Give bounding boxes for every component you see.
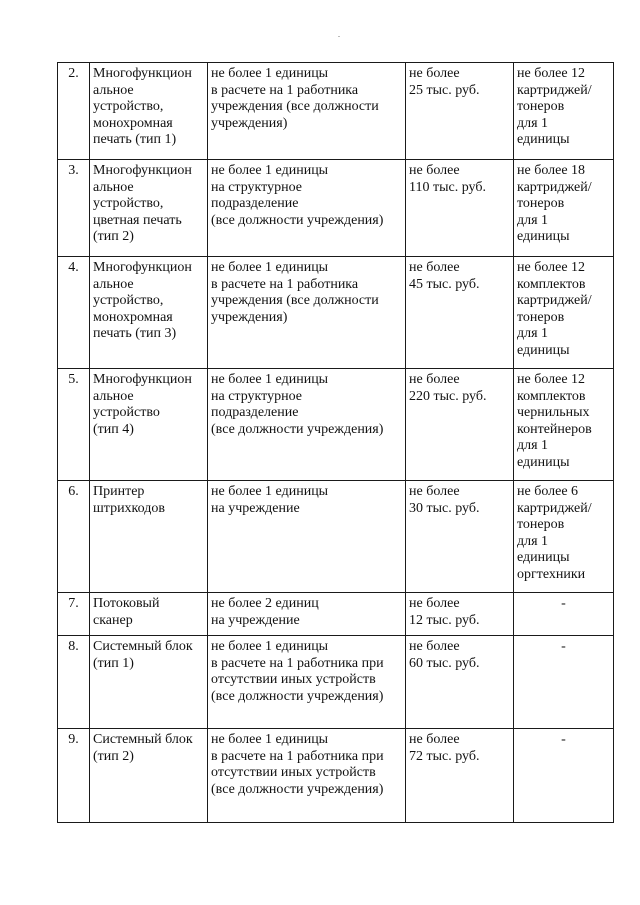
row-number: 2.	[58, 63, 90, 160]
table-row	[58, 481, 614, 593]
quantity-norm: не более 1 единицы в расчете на 1 работника при отсутствии иных устройств (все должности учреждения)	[208, 729, 406, 823]
price-limit: не более 45 тыс. руб.	[406, 257, 514, 369]
row-number: 5.	[58, 369, 90, 481]
equipment-name: Принтер штрихкодов	[90, 481, 208, 593]
consumables-norm: -	[514, 636, 614, 729]
table-row	[58, 593, 614, 636]
row-number: 6.	[58, 481, 90, 593]
consumables-norm: -	[514, 729, 614, 823]
quantity-norm: не более 2 единиц на учреждение	[208, 593, 406, 636]
price-limit: не более 110 тыс. руб.	[406, 160, 514, 257]
quantity-norm: не более 1 единицы в расчете на 1 работника при отсутствии иных устройств (все должности учреждения)	[208, 636, 406, 729]
table-row	[58, 160, 614, 257]
quantity-norm: не более 1 единицы на структурное подразделение (все должности учреждения)	[208, 160, 406, 257]
price-limit: не более 72 тыс. руб.	[406, 729, 514, 823]
equipment-name: Многофункцион альное устройство (тип 4)	[90, 369, 208, 481]
consumables-norm: -	[514, 593, 614, 636]
consumables-norm: не более 12 картриджей/ тонеров для 1 единицы	[514, 63, 614, 160]
equipment-name: Многофункцион альное устройство, монохромная печать (тип 3)	[90, 257, 208, 369]
row-number: 9.	[58, 729, 90, 823]
quantity-norm: не более 1 единицы в расчете на 1 работника учреждения (все должности учреждения)	[208, 257, 406, 369]
row-number: 7.	[58, 593, 90, 636]
equipment-name: Системный блок (тип 2)	[90, 729, 208, 823]
consumables-norm: не более 18 картриджей/ тонеров для 1 единицы	[514, 160, 614, 257]
row-number: 4.	[58, 257, 90, 369]
table-row	[58, 63, 614, 160]
price-limit: не более 12 тыс. руб.	[406, 593, 514, 636]
quantity-norm: не более 1 единицы на структурное подразделение (все должности учреждения)	[208, 369, 406, 481]
equipment-name: Многофункцион альное устройство, цветная печать (тип 2)	[90, 160, 208, 257]
quantity-norm: не более 1 единицы на учреждение	[208, 481, 406, 593]
equipment-name: Многофункцион альное устройство, монохромная печать (тип 1)	[90, 63, 208, 160]
equipment-name: Потоковый сканер	[90, 593, 208, 636]
equipment-name: Системный блок (тип 1)	[90, 636, 208, 729]
price-limit: не более 25 тыс. руб.	[406, 63, 514, 160]
table-row	[58, 636, 614, 729]
row-number: 3.	[58, 160, 90, 257]
table-row	[58, 257, 614, 369]
row-number: 8.	[58, 636, 90, 729]
consumables-norm: не более 12 комплектов чернильных контейнеров для 1 единицы	[514, 369, 614, 481]
equipment-norms-table	[57, 62, 614, 823]
consumables-norm: не более 6 картриджей/ тонеров для 1 единицы оргтехники	[514, 481, 614, 593]
consumables-norm: не более 12 комплектов картриджей/ тонеров для 1 единицы	[514, 257, 614, 369]
table-row	[58, 729, 614, 823]
table-row	[58, 369, 614, 481]
price-limit: не более 220 тыс. руб.	[406, 369, 514, 481]
price-limit: не более 30 тыс. руб.	[406, 481, 514, 593]
scan-speck	[338, 36, 340, 37]
price-limit: не более 60 тыс. руб.	[406, 636, 514, 729]
quantity-norm: не более 1 единицы в расчете на 1 работника учреждения (все должности учреждения)	[208, 63, 406, 160]
